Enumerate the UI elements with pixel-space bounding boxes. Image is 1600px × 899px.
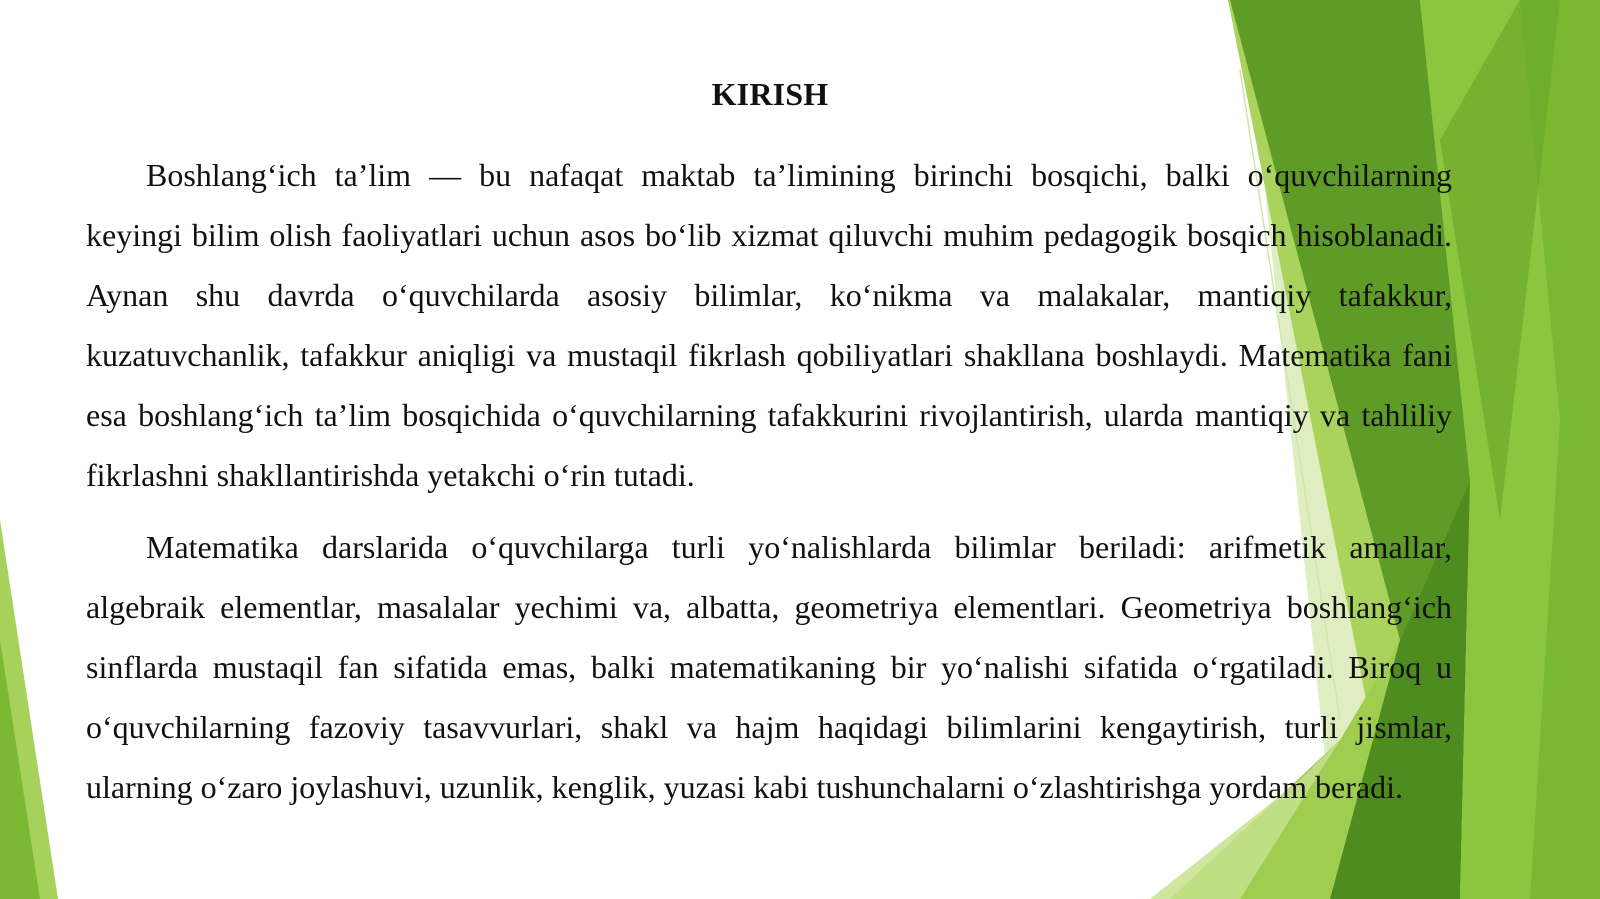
paragraph-2: Matematika darslarida o‘quvchilarga turli yo‘nalishlarda bilimlar beriladi: arifmetik amallar, algebraik elementlar, masalalar yechimi va, albatta, geometriya elementlari. Geometriya boshlang‘ich sinflarda mustaqil fan sifatida emas, balki matematikaning bir yo‘nalishi sifatida o‘rgatiladi. Biroq u o‘quvchilarning fazoviy tasavvurlari, shakl va hajm haqidagi bilimlarini kengaytirish, turli jismlar, ularning o‘zaro joylashuvi, uzunlik, kenglik, yuzasi kabi tushunchalarni o‘zlashtirishga yordam beradi. — [86, 529, 1452, 805]
paragraph-1: Boshlang‘ich ta’lim — bu nafaqat maktab ta’limining birinchi bosqichi, balki o‘quvchilarning keyingi bilim olish faoliyatlari uchun asos bo‘lib xizmat qiluvchi muhim pedagogik bosqich hisoblanadi. Aynan shu davrda o‘quvchilarda asosiy bilimlar, ko‘nikma va malakalar, mantiqiy tafakkur, kuzatuvchanlik, tafakkur aniqligi va mustaqil fikrlash qobiliyatlari shakllana boshlaydi. Matematika fani esa boshlang‘ich ta’lim bosqichida o‘quvchilarning tafakkurini rivojlantirish, ularda mantiqiy va tahliliy fikrlashni shakllantirishda yetakchi o‘rin tutadi. — [86, 157, 1452, 493]
slide-body — [86, 145, 1452, 829]
slide-title: KIRISH — [711, 76, 829, 112]
